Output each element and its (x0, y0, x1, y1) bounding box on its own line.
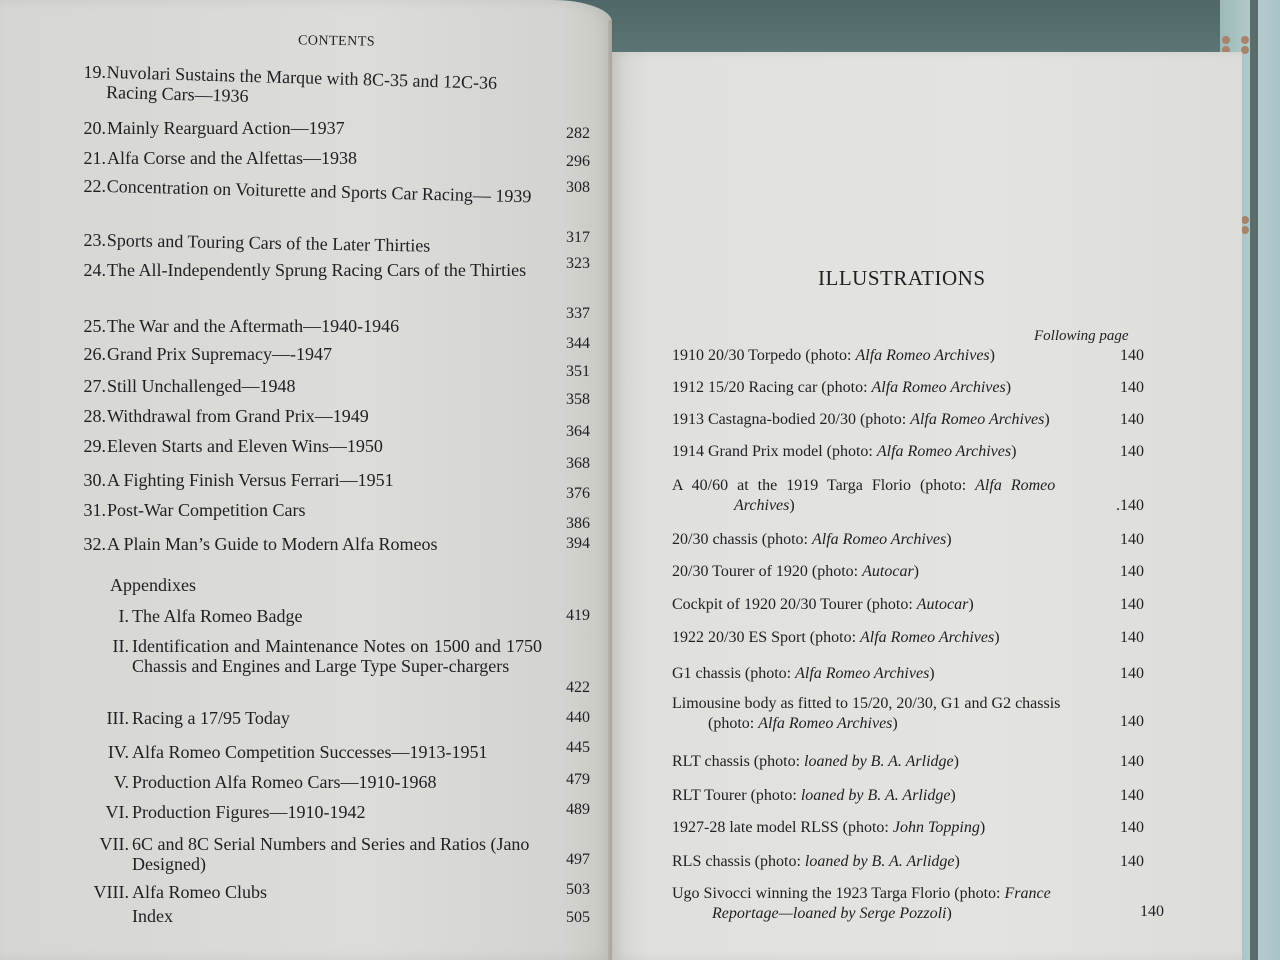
page-number: 282 (566, 125, 590, 142)
page-number: 394 (566, 535, 590, 552)
page-number: 140 (1120, 753, 1144, 770)
appendix-number: VI. (105, 802, 129, 822)
page-number: 140 (1120, 563, 1144, 580)
page-number: 140 (1120, 713, 1144, 730)
photo-credit: Archives (734, 497, 790, 514)
caption: 1914 Grand Prix model (photo: (672, 443, 877, 460)
chapter-number: 30. (83, 470, 106, 490)
caption-end: ) (913, 563, 919, 580)
page-number: 140 (1120, 531, 1144, 548)
page-number: 323 (566, 255, 590, 272)
chapter-title: Still Unchallenged—1948 (107, 376, 296, 396)
chapter-number: 26. (83, 344, 106, 364)
photo-credit: Alfa Romeo Archives (871, 379, 1006, 396)
photo-credit: Autocar (916, 596, 969, 613)
photo-credit: Alfa Romeo (975, 477, 1056, 494)
frame-edge (1250, 0, 1258, 960)
page-number: 376 (566, 485, 590, 502)
chapter-number: 22. (83, 176, 106, 196)
page-number: 140 (1120, 819, 1144, 836)
appendix-title: 6C and 8C Serial Numbers and Series and Ratios (Jano Designed) (132, 834, 530, 874)
caption: (photo: (708, 715, 759, 732)
photo-credit: John Topping (892, 819, 980, 836)
appendix-title: Alfa Romeo Competition Successes—1913-1951 (132, 742, 488, 762)
page-number: 489 (566, 801, 590, 818)
contents-heading: CONTENTS (297, 33, 376, 50)
chapter-number: 29. (83, 436, 106, 456)
page-number: 368 (566, 455, 590, 472)
caption: G1 chassis (photo: (672, 665, 796, 682)
page-number: 351 (566, 363, 590, 380)
appendix-number: I. (118, 606, 129, 626)
chapter-number: 31. (83, 500, 106, 520)
chapter-title: The War and the Aftermath—1940-1946 (107, 316, 400, 336)
page-number: 497 (566, 851, 590, 868)
photo-credit: Alfa Romeo Archives (795, 665, 930, 682)
page-number: 140 (1120, 443, 1144, 460)
caption: 1910 20/30 Torpedo (photo: (672, 347, 856, 364)
appendix-number: VIII. (93, 882, 129, 902)
page-number: 419 (566, 607, 590, 624)
caption: Ugo Sivocci winning the 1923 Targa Florio (photo: (672, 885, 1005, 902)
chapter-title: A Fighting Finish Versus Ferrari—1951 (107, 470, 394, 490)
decorative-dot (1241, 46, 1249, 54)
page-number: 140 (1120, 629, 1144, 646)
illustrations-heading: ILLUSTRATIONS (818, 266, 986, 290)
chapter-number: 20. (83, 118, 106, 138)
photo-credit: Alfa Romeo Archives (812, 531, 947, 548)
appendix-number: VII. (99, 834, 129, 854)
page-number: 479 (566, 771, 590, 788)
photo-credit: Alfa Romeo Archives (855, 347, 990, 364)
caption-end: ) (953, 753, 959, 770)
page-number: 140 (1120, 596, 1144, 613)
page-number: 317 (566, 229, 590, 246)
caption-end: ) (1011, 443, 1017, 460)
decorative-dot (1241, 216, 1249, 224)
page-number: 503 (566, 881, 590, 898)
caption: 1912 15/20 Racing car (photo: (672, 379, 872, 396)
appendix-number: IV. (107, 742, 129, 762)
caption-end: ) (929, 665, 935, 682)
page-number: 358 (566, 391, 590, 408)
page-number: 140 (1120, 411, 1144, 428)
page-number: 140 (1120, 347, 1144, 364)
page-number: 140 (1120, 787, 1144, 804)
chapter-number: 23. (83, 230, 106, 250)
caption: 1913 Castagna-bodied 20/30 (photo: (672, 411, 911, 428)
appendix-number: III. (106, 708, 129, 728)
page-number: 364 (566, 423, 590, 440)
decorative-dot (1241, 36, 1249, 44)
page-number: 140 (1120, 379, 1144, 396)
page-number: 337 (566, 305, 590, 322)
chapter-number: 19. (83, 62, 106, 82)
appendix-title: Production Figures—1910-1942 (132, 802, 366, 822)
page-number: 445 (566, 739, 590, 756)
appendix-number: V. (113, 772, 129, 792)
toc-entry (72, 62, 592, 106)
caption: Limousine body as fitted to 15/20, 20/30, G1 and G2 chassis (672, 695, 1061, 712)
appendix-title: Identification and Maintenance Notes on 1500 and 1750 Chassis and Engines and Large Type Super-chargers (132, 636, 542, 676)
appendix-number: II. (112, 636, 129, 656)
caption: 1922 20/30 ES Sport (photo: (672, 629, 861, 646)
page-number: 344 (566, 335, 590, 352)
chapter-number: 21. (83, 148, 106, 168)
chapter-title: A Plain Man’s Guide to Modern Alfa Romeos (107, 534, 438, 554)
caption-end: ) (954, 853, 960, 870)
photo-credit: loaned by B. A. Arlidge (804, 753, 954, 770)
caption-end: ) (946, 531, 952, 548)
appendix-title: Racing a 17/95 Today (132, 708, 290, 728)
caption-end: ) (1005, 379, 1012, 396)
left-page (0, 0, 612, 960)
chapter-title: Mainly Rearguard Action—1937 (107, 118, 345, 138)
chapter-number: 32. (83, 534, 106, 554)
chapter-title: Alfa Corse and the Alfettas—1938 (107, 148, 357, 168)
page-number: 422 (566, 679, 590, 696)
chapter-number: 24. (83, 260, 106, 280)
caption-end: ) (1044, 411, 1050, 428)
appendix-title: Alfa Romeo Clubs (132, 882, 267, 902)
page-number: 296 (566, 153, 590, 170)
decorative-dot (1222, 36, 1230, 44)
photo-credit: France (1004, 885, 1051, 902)
photo-credit: Alfa Romeo Archives (758, 715, 893, 732)
page-number: 440 (566, 709, 590, 726)
caption-end: ) (789, 497, 795, 514)
caption: 20/30 chassis (photo: (672, 531, 812, 548)
page-number: 308 (566, 179, 590, 196)
caption-end: ) (892, 715, 898, 732)
chapter-title: Sports and Touring Cars of the Later Thirties (106, 230, 431, 256)
caption: RLT chassis (photo: (672, 753, 805, 770)
photo-credit: Autocar (862, 563, 914, 580)
caption-end: ) (950, 787, 956, 804)
photo-credit: Alfa Romeo Archives (910, 411, 1045, 428)
appendix-title: Production Alfa Romeo Cars—1910-1968 (132, 772, 437, 792)
chapter-title: Concentration on Voiturette and Sports Car Racing— 1939 (106, 176, 532, 207)
page-number: 140 (1120, 665, 1144, 682)
caption-end: ) (946, 905, 952, 922)
caption-end: ) (989, 347, 995, 364)
chapter-title: The All-Independently Sprung Racing Cars of the Thirties (107, 260, 527, 280)
background-surface (540, 0, 1280, 60)
caption: RLT Tourer (photo: (672, 787, 801, 804)
photo-credit: loaned by B. A. Arlidge (800, 787, 951, 804)
page-number: .140 (1116, 497, 1144, 514)
decorative-dot (1241, 226, 1249, 234)
column-label: Following page (1034, 328, 1129, 344)
caption: RLS chassis (photo: (672, 853, 805, 870)
chapter-title: Post-War Competition Cars (107, 500, 306, 520)
caption-end: ) (979, 819, 986, 836)
chapter-title: Nuvolari Sustains the Marque with 8C-35 and 12C-36 Racing Cars—1936 (105, 62, 498, 106)
caption: A 40/60 at the 1919 Targa Florio (photo: (672, 477, 976, 494)
photo-credit: Reportage—loaned by Serge Pozzoli (712, 905, 947, 922)
appendix-title: Index (132, 906, 173, 926)
caption-end: ) (994, 629, 1000, 646)
chapter-number: 25. (83, 316, 106, 336)
photo-credit: loaned by B. A. Arlidge (804, 853, 955, 870)
page-number: 140 (1120, 853, 1144, 870)
page-number: 505 (566, 909, 590, 926)
caption: Cockpit of 1920 20/30 Tourer (photo: (672, 596, 917, 613)
photo-credit: Alfa Romeo Archives (876, 443, 1012, 460)
caption: 1927-28 late model RLSS (photo: (672, 819, 893, 836)
chapter-title: Eleven Starts and Eleven Wins—1950 (107, 436, 383, 456)
caption-end: ) (968, 596, 974, 613)
page-number: 140 (1140, 903, 1164, 920)
chapter-number: 27. (83, 376, 106, 396)
chapter-title: Withdrawal from Grand Prix—1949 (107, 406, 369, 426)
chapter-number: 28. (83, 406, 106, 426)
chapter-title: Grand Prix Supremacy—-1947 (107, 344, 332, 364)
photo-credit: Alfa Romeo Archives (860, 629, 995, 646)
page-number: 386 (566, 515, 590, 532)
appendix-heading: Appendixes (110, 575, 196, 595)
caption: 20/30 Tourer of 1920 (photo: (672, 563, 863, 580)
appendix-title: The Alfa Romeo Badge (132, 606, 303, 626)
